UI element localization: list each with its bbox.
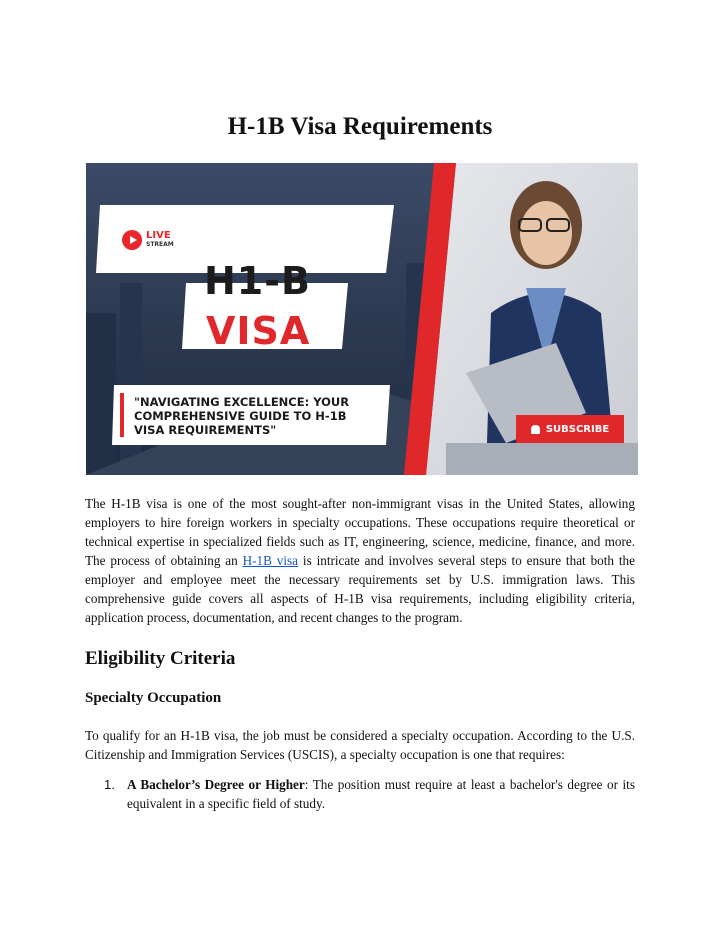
subscribe-button — [516, 415, 624, 443]
list-item — [104, 775, 635, 813]
guide-line-2: COMPREHENSIVE GUIDE TO H-1B — [134, 409, 347, 423]
intro-paragraph — [85, 494, 635, 627]
subsection-heading-specialty: Specialty Occupation — [85, 690, 222, 706]
live-label: LIVE — [146, 230, 171, 241]
live-stream-badge — [122, 225, 200, 255]
guide-line-1: "NAVIGATING EXCELLENCE: YOUR — [134, 395, 350, 409]
list-item-text: : The position must require at least a bachelor's degree or its equivalent in a specific field of study. — [127, 777, 635, 811]
guide-line-3: VISA REQUIREMENTS" — [134, 423, 277, 437]
list-item-bold: A Bachelor’s Degree or Higher — [127, 777, 305, 792]
h1b-visa-link[interactable]: H-1B visa — [242, 553, 299, 568]
banner-visa-heading: VISA — [206, 309, 311, 353]
banner-guide-tagline — [134, 395, 434, 437]
hero-banner-image — [86, 163, 638, 475]
live-sub-label: STREAM — [146, 241, 174, 248]
section-heading-eligibility: Eligibility Criteria — [85, 648, 236, 669]
page-title: H-1B Visa Requirements — [227, 113, 493, 140]
bell-icon — [531, 425, 540, 434]
subscribe-label: SUBSCRIBE — [545, 423, 610, 435]
intro-text-start: The H-1B visa is one of the most sought-after non-immigrant visas in the United States, allowing employers to hire foreign workers in specialty occupations. These occupations require theoretical or technical expertise in specialized fields such as IT, engineering, science, medicine, finance, and more. The process of obtaining an — [85, 496, 635, 568]
intro-text-end: is intricate and involves several steps to ensure that both the employer and employee meet the necessary requirements set by U.S. immigration laws. This comprehensive guide covers all aspects of H-1B visa requirements, including eligibility criteria, application process, documentation, and recent changes to the program. — [85, 553, 635, 625]
list-number: 1. — [104, 777, 115, 792]
specialty-paragraph: To qualify for an H-1B visa, the job must be considered a specialty occupation. According to the U.S. Citizenship and Immigration Services (USCIS), a specialty occupation is one that requires: — [85, 728, 635, 762]
banner-h1b-heading: H1-B — [204, 259, 311, 303]
play-icon — [122, 230, 142, 250]
